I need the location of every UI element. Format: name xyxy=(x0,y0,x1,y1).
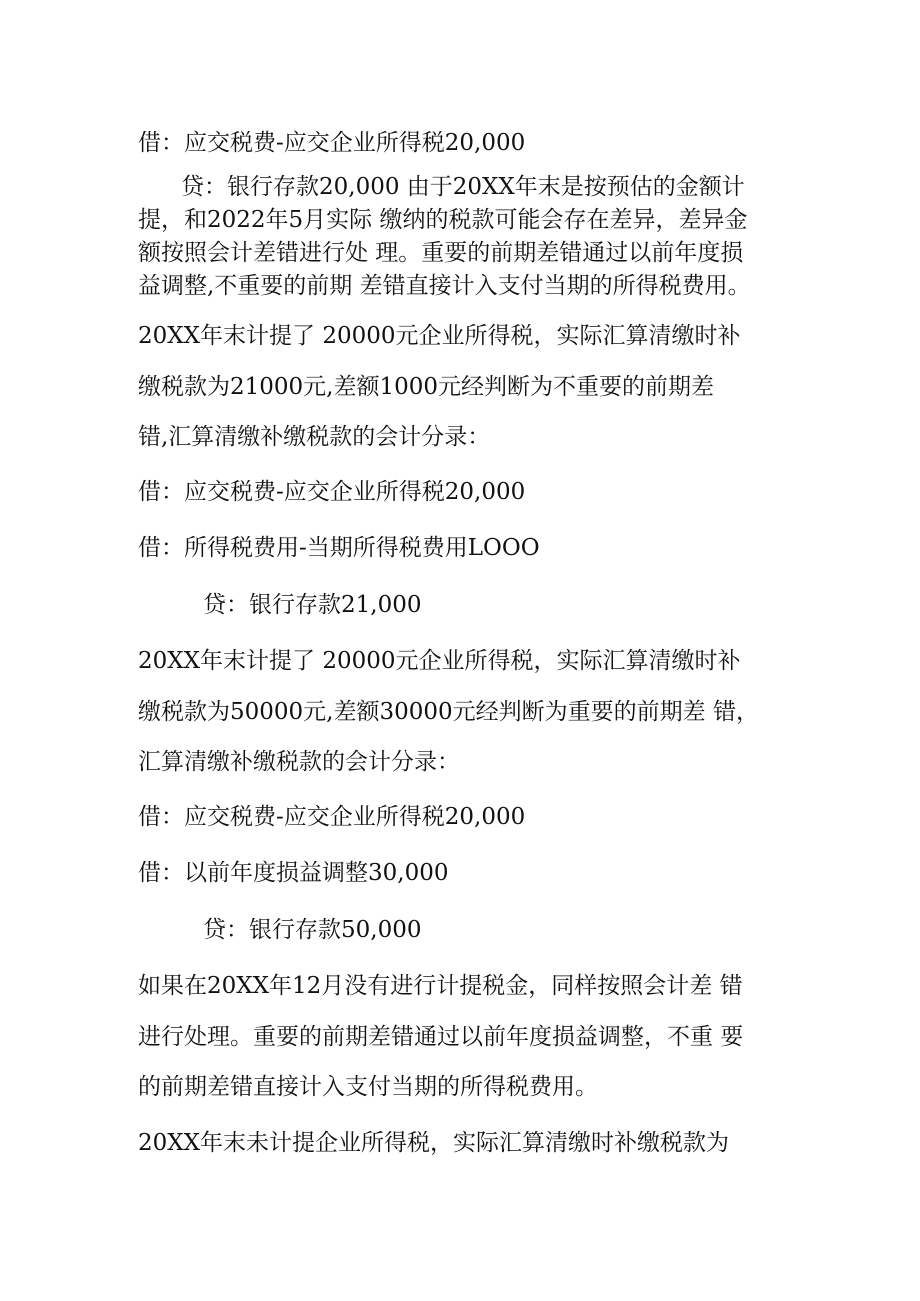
text-line: 进行处理。重要的前期差错通过以前年度损益调整，不重 要 xyxy=(138,1024,744,1050)
text-line: 借：以前年度损益调整30,000 xyxy=(138,860,449,886)
text-line: 缴税款为50000元,差额30000元经判断为重要的前期差 错， xyxy=(138,699,759,725)
text-line: 20XX年末计提了 20000元企业所得税，实际汇算清缴时补 xyxy=(138,648,741,674)
text-line: 借：应交税费-应交企业所得税20,000 xyxy=(138,479,526,505)
text-line: 20XX年末计提了 20000元企业所得税，实际汇算清缴时补 xyxy=(138,323,741,349)
text-line: 借：应交税费-应交企业所得税20,000 xyxy=(138,804,526,830)
text-line: 益调整,不重要的前期 差错直接计入支付当期的所得税费用。 xyxy=(138,273,751,299)
text-line: 贷：银行存款21,000 xyxy=(203,592,422,618)
text-line: 借：应交税费-应交企业所得税20,000 xyxy=(138,130,526,156)
text-line: 贷：银行存款20,000 由于20XX年末是按预估的金额计 xyxy=(181,174,745,200)
text-line: 提，和2022年5月实际 缴纳的税款可能会存在差异，差异金 xyxy=(138,207,748,233)
text-line: 借：所得税费用-当期所得税费用LOOO xyxy=(138,535,540,561)
text-line: 错,汇算清缴补缴税款的会计分录： xyxy=(138,424,491,450)
text-line: 的前期差错直接计入支付当期的所得税费用。 xyxy=(138,1074,598,1100)
text-line: 20XX年末未计提企业所得税，实际汇算清缴时补缴税款为 xyxy=(138,1130,730,1156)
text-line: 额按照会计差错进行处 理。重要的前期差错通过以前年度损 xyxy=(138,240,744,266)
text-line: 汇算清缴补缴税款的会计分录： xyxy=(138,749,460,775)
text-line: 贷：银行存款50,000 xyxy=(203,917,422,943)
text-line: 缴税款为21000元,差额1000元经判断为不重要的前期差 xyxy=(138,374,715,400)
text-line: 如果在20XX年12月没有进行计提税金，同样按照会计差 错 xyxy=(138,973,743,999)
